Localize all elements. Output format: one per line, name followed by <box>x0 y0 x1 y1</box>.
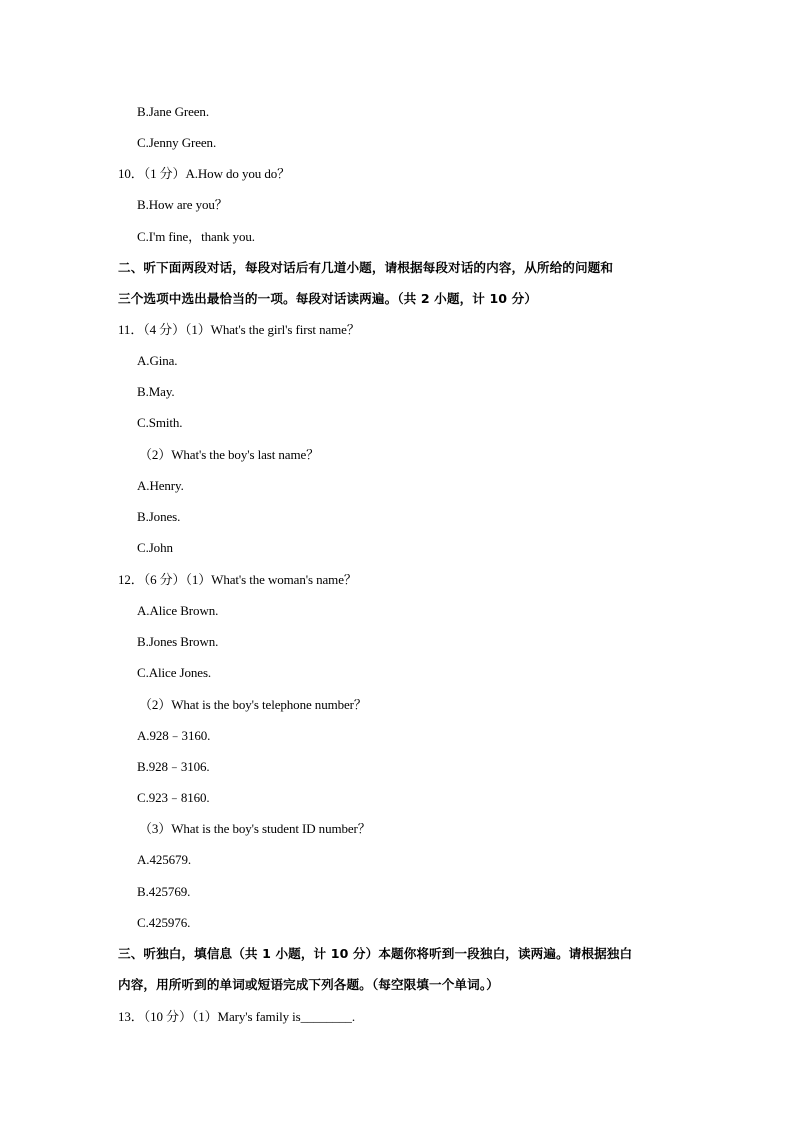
q12-part3-option-b: B.425769. <box>137 884 191 899</box>
q11-part2-option-a: A.Henry. <box>137 478 184 493</box>
q12-part3-stem: （3）What is the boy's student ID number？ <box>139 821 371 836</box>
q10-stem: 10．（1 分）A.How do you do？ <box>118 166 291 181</box>
section-3-instructions-line-2: 内容，用所听到的单词或短语完成下列各题。（每空限填一个单词。） <box>118 977 499 992</box>
q12-part1-option-b: B.Jones Brown. <box>137 634 219 649</box>
q12-stem: 12．（6 分）（1）What's the woman's name？ <box>118 572 357 587</box>
q11-part2-stem: （2）What's the boy's last name？ <box>139 447 320 462</box>
q10-option-b: B.How are you？ <box>137 197 228 212</box>
q12-part3-option-a: A.425679. <box>137 852 191 867</box>
q13-stem: 13．（10 分）（1）Mary's family is________. <box>118 1009 355 1024</box>
q12-part2-option-b: B.928﹣3106. <box>137 759 210 774</box>
section-2-instructions-line-1: 二、听下面两段对话，每段对话后有几道小题，请根据每段对话的内容，从所给的问题和 <box>118 260 614 275</box>
q12-part2-stem: （2）What is the boy's telephone number？ <box>139 697 367 712</box>
q12-part2-option-a: A.928﹣3160. <box>137 728 211 743</box>
q9-option-b: B.Jane Green. <box>137 104 209 119</box>
q11-part1-option-b: B.May. <box>137 384 175 399</box>
q11-part2-option-b: B.Jones. <box>137 509 181 524</box>
section-3-instructions-line-1: 三、听独白，填信息（共 1 小题，计 10 分）本题你将听到一段独白，读两遍。请根据独白 <box>118 946 633 961</box>
section-2-instructions-line-2: 三个选项中选出最恰当的一项。每段对话读两遍。（共 2 小题，计 10 分） <box>118 291 538 306</box>
q12-part1-option-a: A.Alice Brown. <box>137 603 219 618</box>
q12-part1-option-c: C.Alice Jones. <box>137 665 212 680</box>
q11-part1-option-c: C.Smith. <box>137 415 183 430</box>
q10-option-c: C.I'm fine，thank you. <box>137 229 255 244</box>
q12-part3-option-c: C.425976. <box>137 915 191 930</box>
q12-part2-option-c: C.923﹣8160. <box>137 790 210 805</box>
q11-stem: 11．（4 分）（1）What's the girl's first name？ <box>118 322 360 337</box>
q11-part1-option-a: A.Gina. <box>137 353 178 368</box>
q9-option-c: C.Jenny Green. <box>137 135 217 150</box>
q11-part2-option-c: C.John <box>137 540 173 555</box>
